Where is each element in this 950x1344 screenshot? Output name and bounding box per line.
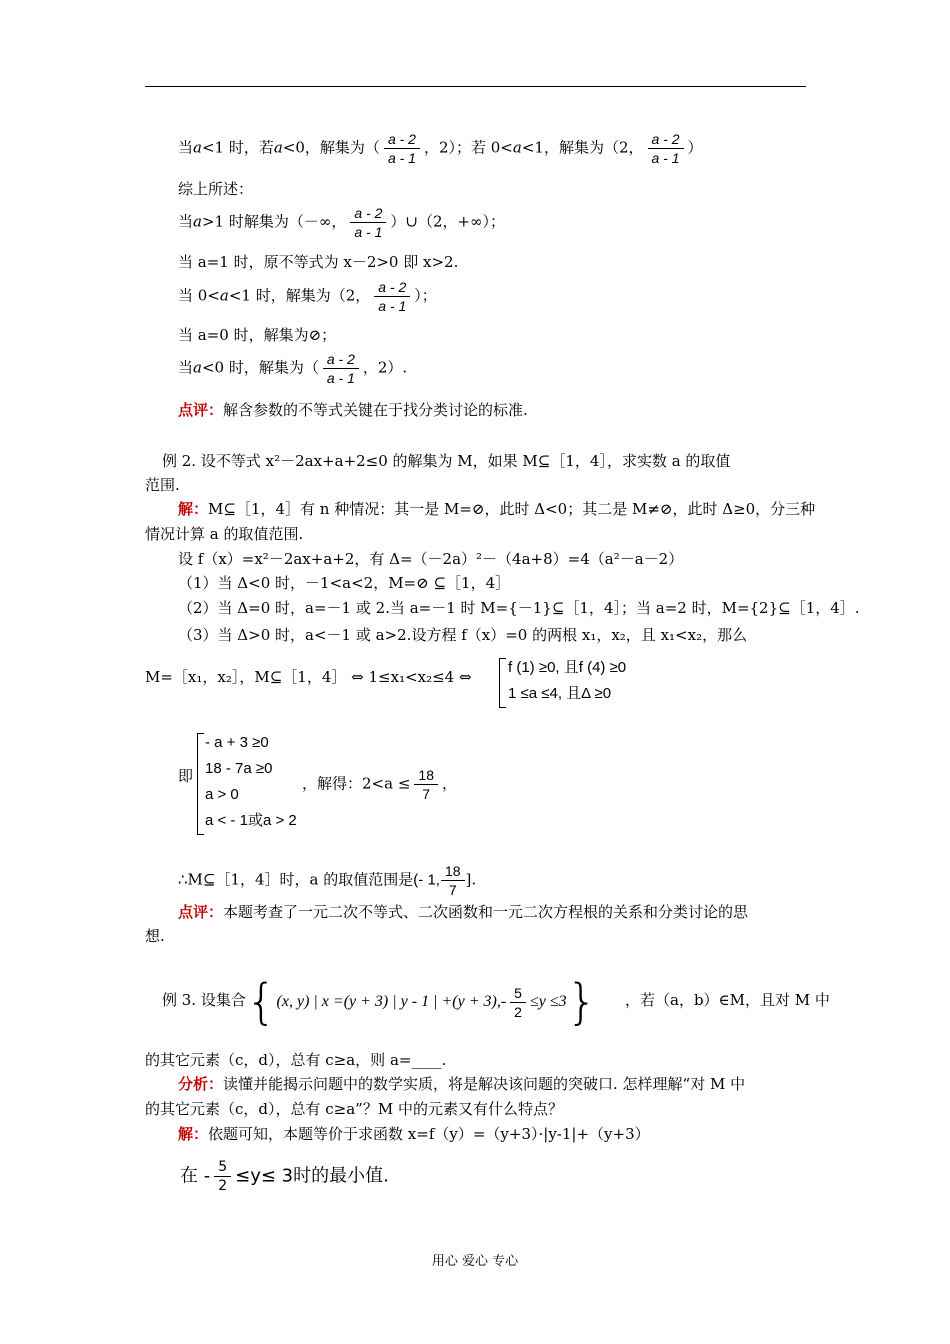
fraction: $\frac{5}{2}$ xyxy=(510,984,526,1021)
header-rule xyxy=(145,86,806,87)
solution-2-line-2: 情况计算 a 的取值范围. xyxy=(145,525,304,543)
example-2-title: 例 2. 设不等式 x²－2ax+a+2≤0 的解集为 M，如果 M⊆［1，4］，求实数 a 的取值 xyxy=(162,452,731,470)
summary-label: 综上所述： xyxy=(178,180,254,198)
case-line-3: 当 a=1 时，原不等式为 x－2>0 即 x>2. xyxy=(178,253,459,271)
fraction: $\frac{a - 2}{a - 1}$ xyxy=(374,278,410,315)
fraction: $\frac{a - 2}{a - 1}$ xyxy=(323,350,359,387)
fraction: $\frac{a - 2}{a - 1}$ xyxy=(384,130,420,167)
fraction: $\frac{a - 2}{a - 1}$ xyxy=(648,130,684,167)
page-footer: 用心 爱心 专心 xyxy=(431,1254,519,1269)
example-2-title-cont: 范围. xyxy=(145,476,180,494)
comment-2-cont: 想. xyxy=(145,927,165,945)
solution-2-line-4: （1）当 Δ<0 时，－1<a<2，M=⊘ ⊆［1，4］ xyxy=(178,574,511,592)
case-line-4: 当 0<a<1 时，解集为（2， $\frac{a - 2}{a - 1}$ ）； xyxy=(178,279,437,314)
conclusion-2: ∴M⊆［1，4］时，a 的取值范围是(- 1, $\frac{18}{7}$ ]. xyxy=(178,863,477,898)
solve-result: ，解得：2<a ≤ $\frac{18}{7}$ ， xyxy=(302,767,457,802)
analysis-line-2: 的其它元素（c，d），总有 c≥a”？M 中的元素又有什么特点？ xyxy=(145,1100,563,1118)
fraction: $\frac{18}{7}$ xyxy=(414,766,438,803)
system-a: f (1) ≥0, 且f (4) ≥0 1 ≤a ≤4, 且Δ ≥0 xyxy=(508,659,627,702)
fraction: $\frac{5}{2}$ xyxy=(214,1158,231,1195)
solution-3: 解：依题可知，本题等价于求函数 x=f（y）=（y+3）·|y-1|+（y+3） xyxy=(178,1125,650,1143)
case-line-5: 当 a=0 时，解集为⊘； xyxy=(178,326,337,344)
case-line-6: 当a<0 时，解集为（ $\frac{a - 2}{a - 1}$ ，2）. xyxy=(178,351,408,386)
example-3-title-b: ，若（a，b）∈M，且对 M 中 xyxy=(625,991,830,1009)
handwritten-condition: 在 - $\frac{5}{2}$ ≤y≤ 3时的最小值. xyxy=(180,1159,389,1194)
case-line-2: 当a>1 时解集为（－∞， $\frac{a - 2}{a - 1}$ ）∪（2，+∞）； xyxy=(178,205,506,240)
solution-2-line-1: 解：M⊆［1，4］有 n 种情况：其一是 M=⊘，此时 Δ<0；其二是 M≠⊘，此时 Δ≥0，分三种 xyxy=(178,500,816,518)
comment-1: 点评：解含参数的不等式关键在于找分类讨论的标准. xyxy=(178,401,528,419)
set-definition: {(x, y) | x =(y + 3) | y - 1 | +(y + 3),- $\frac{5}{2}$ ≤y ≤3} xyxy=(246,974,598,1030)
solution-2-line-3: 设 f（x）=x²－2ax+a+2，有 Δ=（－2a）²－（4a+8）=4（a²－a－2） xyxy=(178,550,684,568)
ji-label: 即 xyxy=(178,767,194,785)
comment-2: 点评：本题考查了一元二次不等式、二次函数和一元二次方程根的关系和分类讨论的思 xyxy=(178,903,749,921)
system-b: - a + 3 ≥0 18 - 7a ≥0 a > 0 a < - 1或a > 2 xyxy=(205,734,297,829)
fraction: $\frac{18}{7}$ xyxy=(441,862,465,899)
case-line-1: 当a<1 时，若a<0，解集为（ $\frac{a - 2}{a - 1}$ ，2）；若 0<a<1，解集为（2， $\frac{a - 2}{a - 1}$ ） xyxy=(178,131,703,166)
example-3-title-cont: 的其它元素（c，d），总有 c≥a，则 a=____. xyxy=(145,1051,447,1069)
brace-system-b xyxy=(197,733,204,835)
solution-2-line-5: （2）当 Δ=0 时，a=－1 或 2.当 a=－1 时 M={－1}⊆［1，4］；当 a=2 时，M={2}⊆［1，4］. xyxy=(178,599,860,617)
solution-2-line-6: （3）当 Δ>0 时，a<－1 或 a>2.设方程 f（x）=0 的两根 x₁，x₂，且 x₁<x₂，那么 xyxy=(178,626,748,644)
analysis-line-1: 分析：读懂并能揭示问题中的数学实质，将是解决该问题的突破口. 怎样理解“对 M 中 xyxy=(178,1075,746,1093)
solution-2-line-7: M=［x₁，x₂］，M⊆［1，4］ ⇔ 1≤x₁<x₂≤4 ⇔ xyxy=(145,668,472,686)
brace-system-a xyxy=(499,658,506,708)
example-3-title-a: 例 3. 设集合 xyxy=(162,991,246,1009)
fraction: $\frac{a - 2}{a - 1}$ xyxy=(350,204,386,241)
